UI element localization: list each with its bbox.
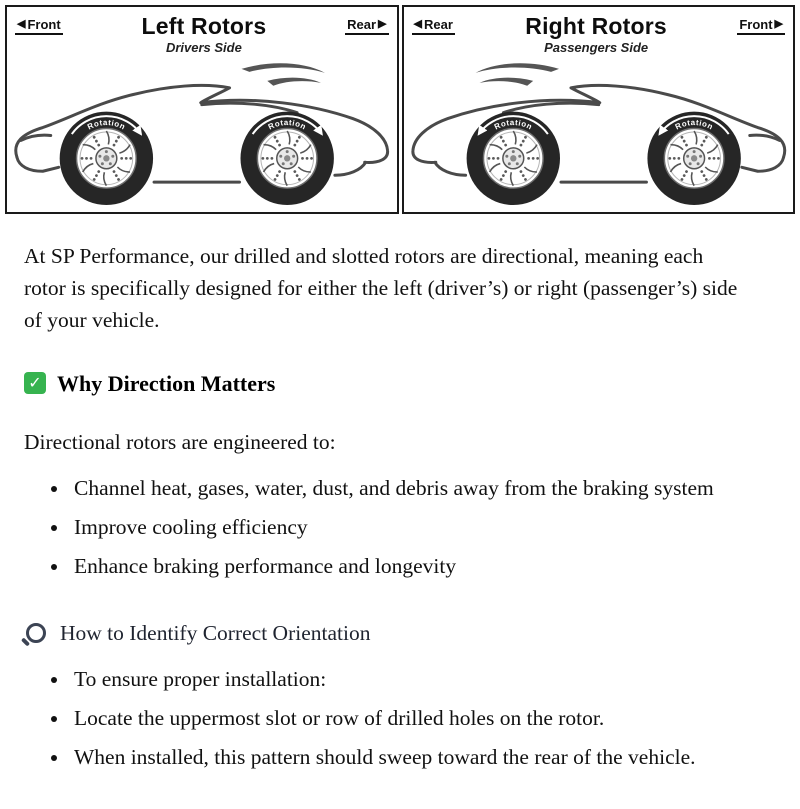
arrow-right-icon: ▶ xyxy=(774,18,783,30)
car-side-view-right xyxy=(404,55,794,212)
arrow-right-icon: ▶ xyxy=(378,18,387,30)
right-panel-header xyxy=(404,7,794,55)
rear-wheel-rotor xyxy=(466,112,559,205)
direction-text: Rear xyxy=(423,17,453,32)
direction-text: Front xyxy=(27,17,61,32)
list-item: • Locate the uppermost slot or row of drilled holes on the rotor. xyxy=(70,702,744,734)
front-direction-label xyxy=(15,17,63,35)
direction-text: Front xyxy=(739,17,773,32)
panel-subtitle: Drivers Side xyxy=(165,40,242,55)
section-heading-why-direction-matters xyxy=(24,367,744,400)
list-item: • To ensure proper installation: xyxy=(70,663,744,695)
check-icon: ✓ xyxy=(24,372,46,394)
article-body xyxy=(0,214,800,809)
front-wheel-rotor xyxy=(60,112,153,205)
rotor-direction-diagram xyxy=(0,0,800,214)
panel-subtitle: Passengers Side xyxy=(544,40,649,55)
panel-title: Right Rotors xyxy=(525,13,667,39)
list-item: • When installed, this pattern should sweep toward the rear of the vehicle. xyxy=(70,741,744,773)
list-item: • Enhance braking performance and longevity xyxy=(70,550,744,582)
car-side-view-left xyxy=(7,55,397,212)
list-item: • Improve cooling efficiency xyxy=(70,511,744,543)
section-title: How to Identify Correct Orientation xyxy=(60,620,371,645)
left-panel-titles xyxy=(63,13,345,55)
section-lead: Directional rotors are engineered to: xyxy=(24,429,336,454)
panel-title: Left Rotors xyxy=(141,13,267,39)
installation-list xyxy=(24,663,744,774)
front-wheel-rotor xyxy=(647,112,740,205)
rear-wheel-rotor xyxy=(240,112,333,205)
intro-paragraph: At SP Performance, our drilled and slotted rotors are directional, meaning each rotor is specifically designed for either the left (driver’s) or right (passenger’s) side of your vehicle. xyxy=(24,243,738,333)
arrow-left-icon: ◀ xyxy=(413,18,422,30)
magnifier-icon xyxy=(26,623,46,643)
arrow-left-icon: ◀ xyxy=(17,18,26,30)
direction-text: Rear xyxy=(347,17,377,32)
rear-direction-label xyxy=(345,17,388,35)
right-rotors-panel xyxy=(402,5,796,214)
section-title: Why Direction Matters xyxy=(57,370,276,396)
list-item: • Channel heat, gases, water, dust, and debris away from the braking system xyxy=(70,472,744,504)
rear-direction-label xyxy=(412,17,455,35)
left-panel-header xyxy=(7,7,397,55)
left-rotors-panel xyxy=(5,5,399,214)
right-panel-titles xyxy=(455,13,737,55)
benefits-list xyxy=(24,472,744,583)
section-heading-identify-orientation xyxy=(24,617,744,649)
front-direction-label xyxy=(737,17,785,35)
